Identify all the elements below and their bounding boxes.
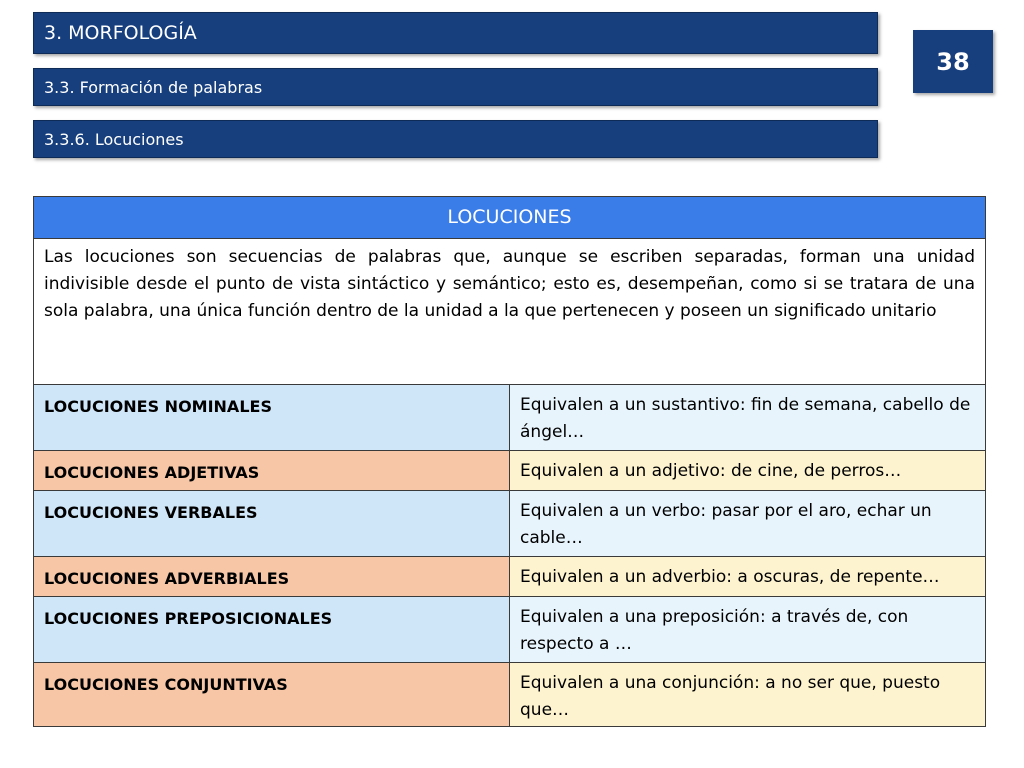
row-description: Equivalen a un adjetivo: de cine, de perros… (510, 451, 986, 491)
row-type: LOCUCIONES PREPOSICIONALES (34, 597, 510, 663)
slide-number-badge (913, 30, 993, 93)
table-title-row (34, 197, 986, 239)
table-intro-row (34, 239, 986, 385)
table-row (34, 597, 986, 663)
row-type: LOCUCIONES NOMINALES (34, 385, 510, 451)
row-description: Equivalen a una conjunción: a no ser que, puesto que… (510, 663, 986, 727)
locuciones-table (33, 196, 986, 727)
section-title-bar (33, 12, 878, 54)
topic-title-bar (33, 120, 878, 158)
table-row (34, 451, 986, 491)
table-row (34, 491, 986, 557)
table-row (34, 663, 986, 727)
table-row (34, 557, 986, 597)
row-type: LOCUCIONES VERBALES (34, 491, 510, 557)
table-title: LOCUCIONES (34, 197, 986, 239)
row-type: LOCUCIONES CONJUNTIVAS (34, 663, 510, 727)
section-title: 3. MORFOLOGÍA (44, 22, 197, 44)
row-type: LOCUCIONES ADVERBIALES (34, 557, 510, 597)
slide-number: 38 (936, 47, 970, 76)
subsection-title-bar (33, 68, 878, 106)
row-type: LOCUCIONES ADJETIVAS (34, 451, 510, 491)
row-description: Equivalen a un adverbio: a oscuras, de repente… (510, 557, 986, 597)
topic-title: 3.3.6. Locuciones (44, 129, 184, 149)
subsection-title: 3.3. Formación de palabras (44, 77, 263, 97)
row-description: Equivalen a un verbo: pasar por el aro, echar un cable… (510, 491, 986, 557)
row-description: Equivalen a un sustantivo: fin de semana, cabello de ángel… (510, 385, 986, 451)
table-row (34, 385, 986, 451)
table-intro: Las locuciones son secuencias de palabras que, aunque se escriben separadas, forman una unidad indivisible desde el punto de vista sintáctico y semántico; esto es, desempeñan, como si se tratara de una sola palabra, una única función dentro de la unidad a la que pertenecen y poseen un significado unitario (34, 239, 986, 385)
row-description: Equivalen a una preposición: a través de, con respecto a … (510, 597, 986, 663)
